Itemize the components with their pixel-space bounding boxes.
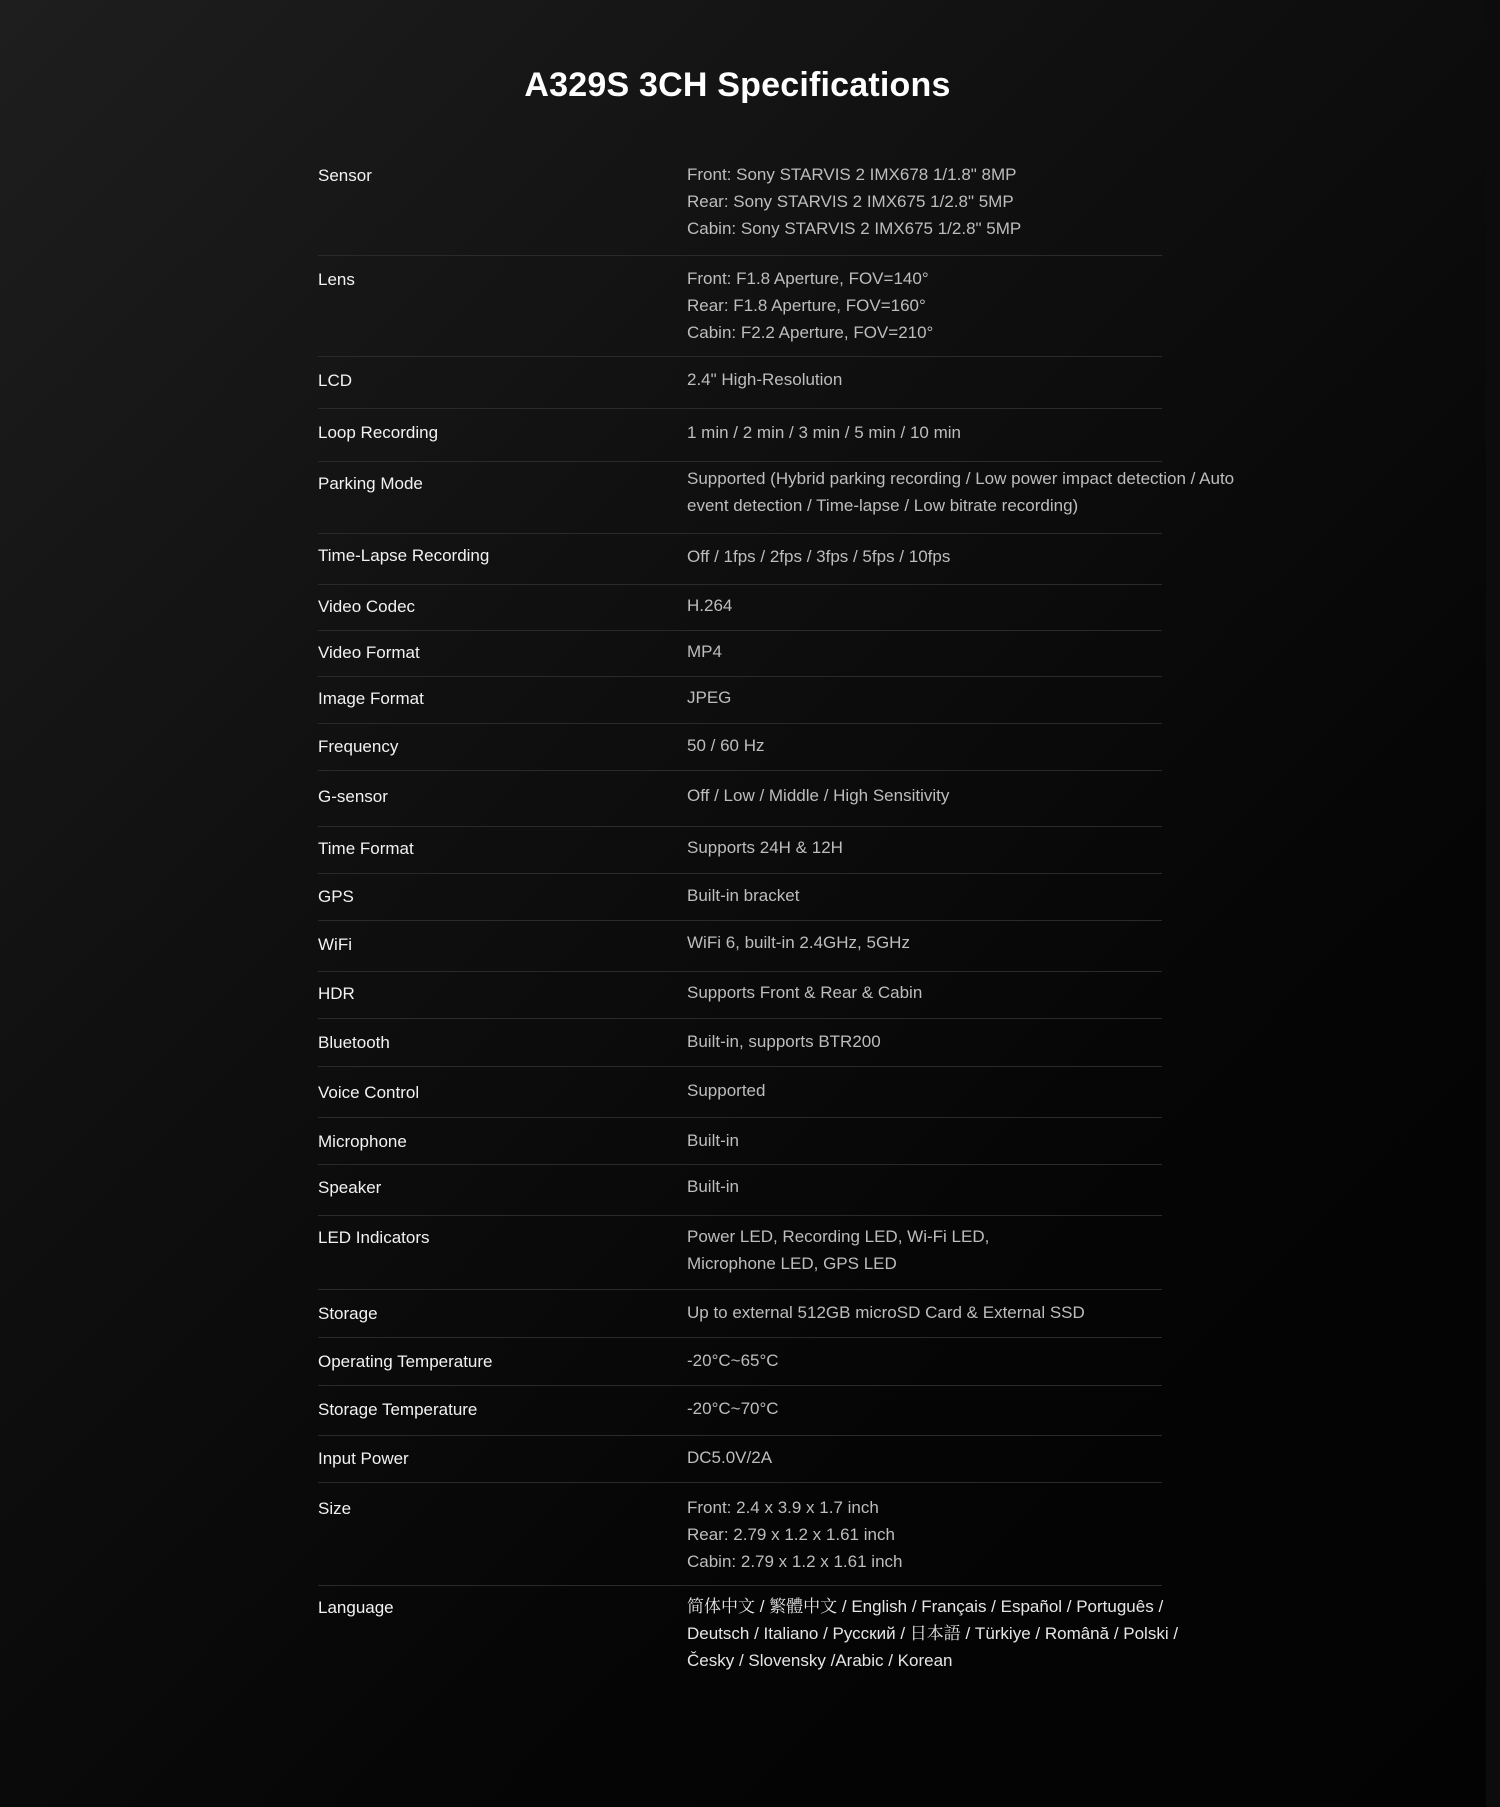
spec-row-frequency <box>318 724 1162 771</box>
spec-label: Image Format <box>318 689 424 708</box>
spec-value-line: Cabin: F2.2 Aperture, FOV=210° <box>687 323 934 342</box>
spec-label: Loop Recording <box>318 423 439 442</box>
spec-row-image-format <box>318 677 1162 724</box>
spec-label: Time-Lapse Recording <box>318 546 490 565</box>
spec-value <box>687 874 1162 920</box>
spec-value-line: Built-in, supports BTR200 <box>687 1032 881 1051</box>
spec-value <box>687 409 1162 461</box>
spec-value-line: Microphone LED, GPS LED <box>687 1254 897 1273</box>
spec-label: Sensor <box>318 166 372 185</box>
spec-value <box>687 1216 1162 1289</box>
spec-label: LED Indicators <box>318 1228 430 1247</box>
spec-value-line: DC5.0V/2A <box>687 1448 773 1467</box>
spec-value <box>687 631 1162 676</box>
spec-value-line: 2.4" High-Resolution <box>687 370 843 389</box>
spec-value-line: Rear: F1.8 Aperture, FOV=160° <box>687 296 926 315</box>
spec-value-line: JPEG <box>687 688 732 707</box>
spec-value <box>687 771 1162 826</box>
spec-label: WiFi <box>318 935 352 954</box>
page-title: A329S 3CH Specifications <box>524 66 951 104</box>
spec-value-line: Built-in <box>687 1177 739 1196</box>
spec-value <box>687 972 1162 1018</box>
spec-row-g-sensor <box>318 771 1162 827</box>
spec-row-lcd <box>318 357 1162 409</box>
spec-value-line: -20°C~65°C <box>687 1351 779 1370</box>
spec-row-video-format <box>318 631 1162 677</box>
spec-value-line: WiFi 6, built-in 2.4GHz, 5GHz <box>687 933 910 952</box>
spec-value <box>687 1067 1162 1117</box>
spec-value-line: 简体中文 / 繁體中文 / English / Français / Español / Português / <box>687 1597 1164 1616</box>
spec-value <box>687 1483 1162 1585</box>
spec-row-wifi <box>318 921 1162 972</box>
spec-value <box>687 1019 1162 1066</box>
spec-label: Lens <box>318 270 355 289</box>
spec-value-line: Built-in <box>687 1131 739 1150</box>
spec-label: Voice Control <box>318 1083 420 1102</box>
spec-label: Video Codec <box>318 597 416 616</box>
spec-row-gps <box>318 874 1162 921</box>
right-edge-strip <box>1486 0 1500 1807</box>
spec-row-operating-temperature <box>318 1338 1162 1386</box>
spec-table <box>318 158 1235 1686</box>
spec-row-microphone <box>318 1118 1162 1165</box>
spec-row-speaker <box>318 1165 1162 1216</box>
spec-row-language <box>318 1586 1179 1686</box>
spec-row-input-power <box>318 1436 1162 1483</box>
spec-row-storage <box>318 1290 1162 1338</box>
spec-row-loop-recording <box>318 409 1162 462</box>
spec-label: Language <box>318 1598 394 1617</box>
spec-label: Operating Temperature <box>318 1352 493 1371</box>
spec-label: Frequency <box>318 737 399 756</box>
spec-label: Size <box>318 1499 352 1518</box>
spec-value <box>687 921 1162 971</box>
spec-label: Storage Temperature <box>318 1400 478 1419</box>
spec-label: Time Format <box>318 839 414 858</box>
spec-row-sensor <box>318 158 1162 256</box>
spec-value-line: Front: F1.8 Aperture, FOV=140° <box>687 269 929 288</box>
spec-value-line: Cabin: Sony STARVIS 2 IMX675 1/2.8" 5MP <box>687 219 1022 238</box>
spec-row-time-format <box>318 827 1162 874</box>
spec-label: Bluetooth <box>318 1033 390 1052</box>
spec-value-line: Rear: 2.79 x 1.2 x 1.61 inch <box>687 1525 895 1544</box>
spec-row-video-codec <box>318 585 1162 631</box>
spec-row-bluetooth <box>318 1019 1162 1067</box>
spec-label: HDR <box>318 984 355 1003</box>
spec-value <box>687 827 1162 873</box>
spec-value <box>687 1338 1162 1385</box>
spec-row-hdr <box>318 972 1162 1019</box>
spec-value-line: event detection / Time-lapse / Low bitrate recording) <box>687 496 1079 515</box>
spec-label: Speaker <box>318 1178 382 1197</box>
spec-value-line: 50 / 60 Hz <box>687 736 765 755</box>
spec-value <box>687 1290 1162 1337</box>
spec-value-line: -20°C~70°C <box>687 1399 779 1418</box>
spec-value <box>687 1586 1178 1686</box>
spec-value <box>687 357 1162 408</box>
spec-value-line: Off / 1fps / 2fps / 3fps / 5fps / 10fps <box>687 547 951 566</box>
spec-value-line: H.264 <box>687 596 733 615</box>
spec-value <box>687 1386 1162 1435</box>
spec-value <box>687 677 1162 723</box>
spec-row-lens <box>318 256 1162 357</box>
spec-label: Video Format <box>318 643 420 662</box>
spec-label: Parking Mode <box>318 474 423 493</box>
spec-value <box>687 1165 1162 1215</box>
spec-value <box>687 534 1162 584</box>
spec-label: Storage <box>318 1304 378 1323</box>
spec-value-line: Supported (Hybrid parking recording / Low power impact detection / Auto <box>687 469 1235 488</box>
spec-row-size <box>318 1483 1162 1586</box>
spec-value <box>687 1436 1162 1482</box>
spec-label: LCD <box>318 371 353 390</box>
spec-value-line: Off / Low / Middle / High Sensitivity <box>687 786 950 805</box>
spec-row-parking-mode <box>318 462 1235 534</box>
spec-row-time-lapse <box>318 534 1162 585</box>
spec-value-line: Deutsch / Italiano / Русский / 日本語 / Türkiye / Română / Polski / <box>687 1624 1179 1643</box>
spec-label: G-sensor <box>318 787 388 806</box>
spec-value-line: Up to external 512GB microSD Card & External SSD <box>687 1303 1085 1322</box>
spec-value <box>687 724 1162 770</box>
spec-value <box>687 256 1162 356</box>
spec-value-line: Front: Sony STARVIS 2 IMX678 1/1.8" 8MP <box>687 165 1017 184</box>
spec-value-line: Cabin: 2.79 x 1.2 x 1.61 inch <box>687 1552 903 1571</box>
spec-value-line: 1 min / 2 min / 3 min / 5 min / 10 min <box>687 423 961 442</box>
spec-row-voice-control <box>318 1067 1162 1118</box>
spec-value-line: Česky / Slovensky /Arabic / Korean <box>687 1651 953 1670</box>
spec-label: Microphone <box>318 1132 407 1151</box>
spec-row-storage-temperature <box>318 1386 1162 1436</box>
spec-value-line: Rear: Sony STARVIS 2 IMX675 1/2.8" 5MP <box>687 192 1014 211</box>
spec-label: Input Power <box>318 1449 409 1468</box>
spec-label: GPS <box>318 887 354 906</box>
spec-value-line: Front: 2.4 x 3.9 x 1.7 inch <box>687 1498 879 1517</box>
spec-value-line: Built-in bracket <box>687 886 800 905</box>
spec-value-line: Supports Front & Rear & Cabin <box>687 983 923 1002</box>
spec-row-led-indicators <box>318 1216 1162 1290</box>
spec-value-line: Power LED, Recording LED, Wi-Fi LED, <box>687 1227 990 1246</box>
spec-value <box>687 1118 1162 1164</box>
spec-value <box>687 158 1162 255</box>
spec-value-line: Supports 24H & 12H <box>687 838 843 857</box>
spec-value <box>687 585 1162 630</box>
spec-value-line: MP4 <box>687 642 722 661</box>
spec-value <box>687 462 1262 533</box>
spec-value-line: Supported <box>687 1081 766 1100</box>
